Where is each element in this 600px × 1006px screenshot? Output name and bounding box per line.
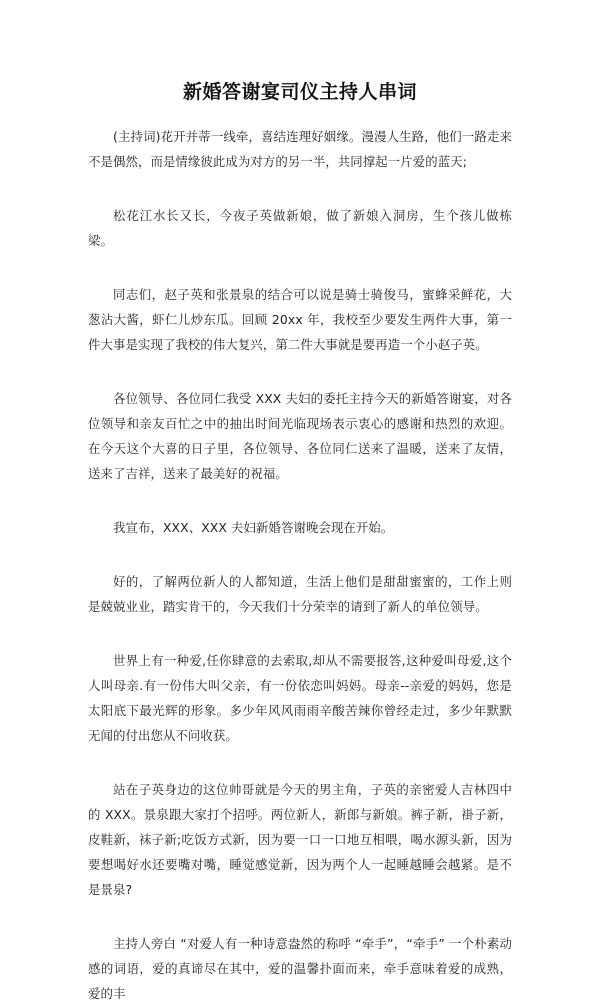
- document-title: 新婚答谢宴司仪主持人串词: [182, 81, 417, 103]
- paragraph-comrades: 同志们，赵子英和张景泉的结合可以说是骑士骑俊马，蜜蜂采鲜花，大葱沾大酱，虾仁儿炒东瓜。回顾 20xx 年，我校至少要发生两件大事，第一件大事是实现了我校的伟大复兴，第二件大事就是要再造一个小赵子英。: [88, 287, 512, 352]
- paragraph-announcement: 我宣布，XXX、XXX 夫妇新婚答谢晚会现在开始。: [113, 520, 394, 535]
- paragraph-opening: (主持词)花开并蒂一线牵，喜结连理好姻缘。漫漫人生路，他们一路走来不是偶然，而是情缘彼此成为对方的另一半，共同撑起一片爱的蓝天;: [88, 129, 512, 169]
- paragraph-mother-love: 世界上有一种爱,任你肆意的去索取,却从不需要报答,这种爱叫母爱,这个人叫母亲.有一份伟大叫父亲，有一份依恋叫妈妈。母亲--亲爱的妈妈，您是太阳底下最光辉的形象。多少年风风雨雨辛酸苦辣你曾经走过，多少年默默无闻的付出您从不问收获。: [88, 653, 512, 743]
- paragraph-groom: 站在子英身边的这位帅哥就是今天的男主角，子英的亲密爱人吉林四中的 XXX。景泉跟大家打个招呼。两位新人，新郎与新娘。裤子新，褂子新，皮鞋新，袜子新;吃饭方式新，因为要一口一口地互相喂，喝水源头新，因为要想喝好水还要嘴对嘴，睡觉感觉新，因为两个人一起睡越睡会越紧。是不是景泉?: [88, 782, 512, 897]
- paragraph-leaders: 好的，了解两位新人的人都知道，生活上他们是甜甜蜜蜜的，工作上则是兢兢业业，踏实肯干的，今天我们十分荣幸的请到了新人的单位领导。: [88, 574, 512, 614]
- paragraph-holding-hands: 主持人旁白 “对爱人有一种诗意盎然的称呼 “牵手”，“牵手” 一个朴素动感的词语，爱的真谛尽在其中，爱的温馨扑面而来，牵手意味着爱的成熟，爱的丰: [88, 936, 512, 1001]
- paragraph-welcome: 各位领导、各位同仁我受 XXX 夫妇的委托主持今天的新婚答谢宴，对各位领导和亲友百忙之中的抽出时间光临现场表示衷心的感谢和热烈的欢迎。在今天这个大喜的日子里，各位领导、各位同仁送来了温暖，送来了友情，送来了吉祥，送来了最美好的祝福。: [88, 391, 512, 481]
- paragraph-verse: 松花江水长又长，今夜子英做新娘，做了新娘入洞房，生个孩儿做栋梁。: [88, 208, 512, 248]
